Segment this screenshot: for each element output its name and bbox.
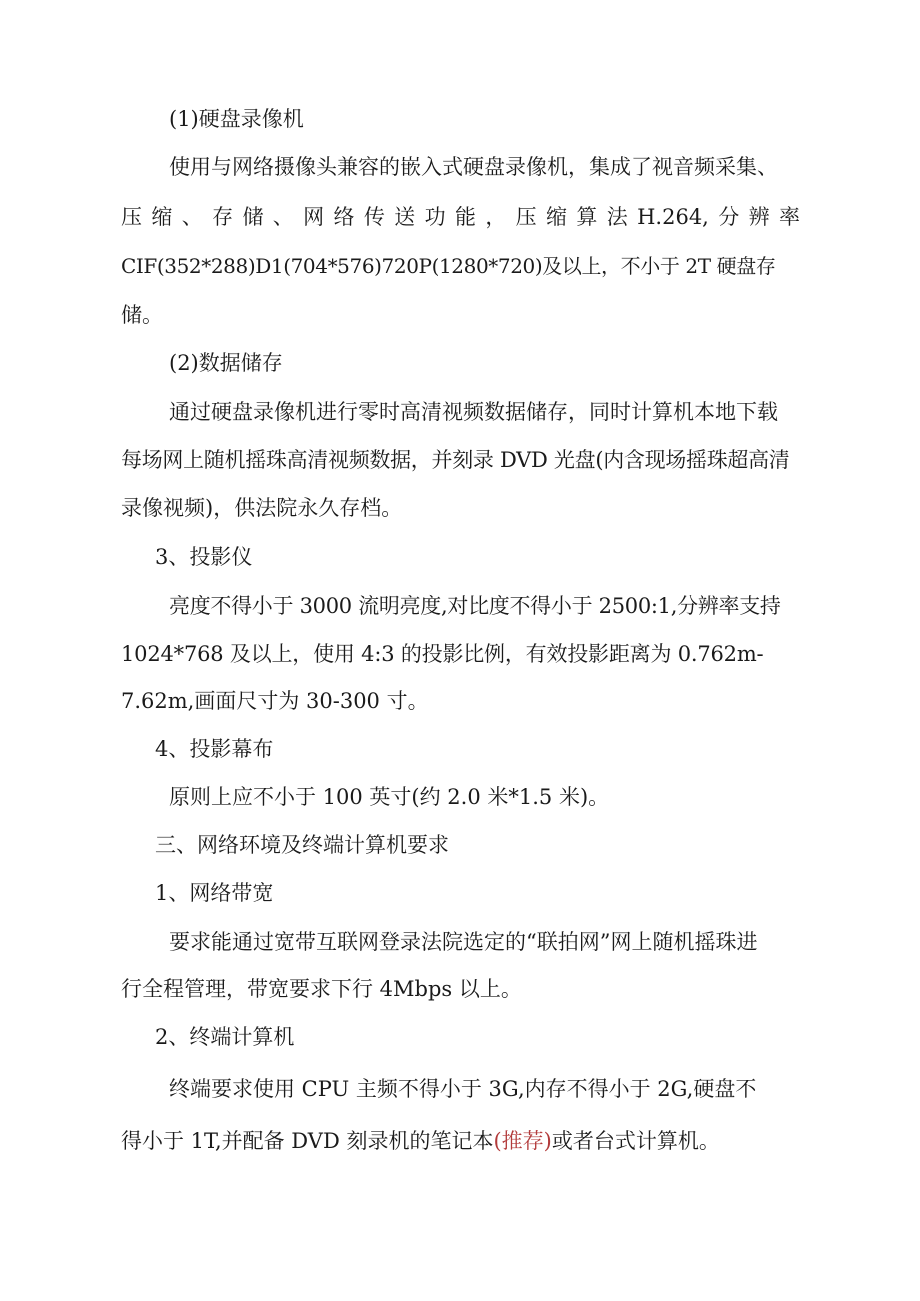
paragraph-line: 行全程管理，带宽要求下行 4Mbps 以上。 bbox=[121, 977, 522, 1001]
paragraph-line: 储。 bbox=[121, 303, 163, 327]
text-token: 、 bbox=[181, 205, 203, 229]
text-token: 率 bbox=[778, 205, 800, 229]
heading-network-section: 三、网络环境及终端计算机要求 bbox=[155, 833, 449, 857]
text-token: ， bbox=[485, 205, 507, 229]
paragraph-line: 通过硬盘录像机进行零时高清视频数据储存，同时计算机本地下载 bbox=[169, 400, 778, 424]
text-token: 压 bbox=[121, 205, 142, 229]
text-token: 压 bbox=[515, 205, 537, 229]
text-token: 存 bbox=[212, 205, 234, 229]
paragraph-line: 录像视频)，供法院永久存档。 bbox=[121, 496, 403, 520]
heading-data-storage: (2)数据储存 bbox=[169, 351, 283, 375]
text-token: 缩 bbox=[151, 205, 173, 229]
paragraph-line bbox=[121, 1127, 720, 1155]
text-token: 送 bbox=[394, 205, 416, 229]
text-token: 网 bbox=[303, 205, 325, 229]
text-token: 储 bbox=[242, 205, 264, 229]
text-token: 络 bbox=[333, 205, 355, 229]
paragraph-line: CIF(352*288)D1(704*576)720P(1280*720)及以上，不小于 2T 硬盘存 bbox=[121, 254, 776, 278]
text-token: 传 bbox=[363, 205, 385, 229]
paragraph-line: 终端要求使用 CPU 主频不得小于 3G,内存不得小于 2G,硬盘不 bbox=[169, 1077, 757, 1101]
text-segment: 或者台式计算机。 bbox=[551, 1129, 720, 1153]
text-token: 缩 bbox=[546, 205, 568, 229]
text-token: 功 bbox=[424, 205, 446, 229]
text-token: 分 bbox=[718, 205, 740, 229]
heading-terminal-computer: 2、终端计算机 bbox=[155, 1025, 295, 1049]
heading-hard-disk-recorder: (1)硬盘录像机 bbox=[169, 107, 304, 131]
text-token: 、 bbox=[272, 205, 294, 229]
text-token: 算 bbox=[576, 205, 598, 229]
paragraph-line: 1024*768 及以上，使用 4:3 的投影比例，有效投影距离为 0.762m- bbox=[121, 642, 764, 666]
paragraph-line: 亮度不得小于 3000 流明亮度,对比度不得小于 2500:1,分辨率支持 bbox=[169, 594, 781, 618]
heading-projection-screen: 4、投影幕布 bbox=[155, 737, 274, 761]
text-token: 能 bbox=[454, 205, 476, 229]
paragraph-line: 要求能通过宽带互联网登录法院选定的“联拍网”网上随机摇珠进 bbox=[169, 930, 758, 954]
paragraph-line: 使用与网络摄像头兼容的嵌入式硬盘录像机，集成了视音频采集、 bbox=[169, 155, 778, 179]
paragraph-line-justified bbox=[121, 203, 800, 231]
text-segment: 得小于 1T,并配备 DVD 刻录机的笔记本 bbox=[121, 1129, 494, 1153]
text-token: 辨 bbox=[748, 205, 770, 229]
recommended-note: (推荐) bbox=[493, 1129, 552, 1153]
text-token: H.264, bbox=[637, 205, 709, 229]
paragraph-line: 每场网上随机摇珠高清视频数据，并刻录 DVD 光盘(内含现场摇珠超高清 bbox=[121, 448, 790, 472]
paragraph-line: 7.62m,画面尺寸为 30-300 寸。 bbox=[121, 689, 429, 713]
heading-projector: 3、投影仪 bbox=[155, 545, 253, 569]
heading-network-bandwidth: 1、网络带宽 bbox=[155, 881, 274, 905]
paragraph-line: 原则上应不小于 100 英寸(约 2.0 米*1.5 米)。 bbox=[169, 785, 610, 809]
text-token: 法 bbox=[606, 205, 628, 229]
